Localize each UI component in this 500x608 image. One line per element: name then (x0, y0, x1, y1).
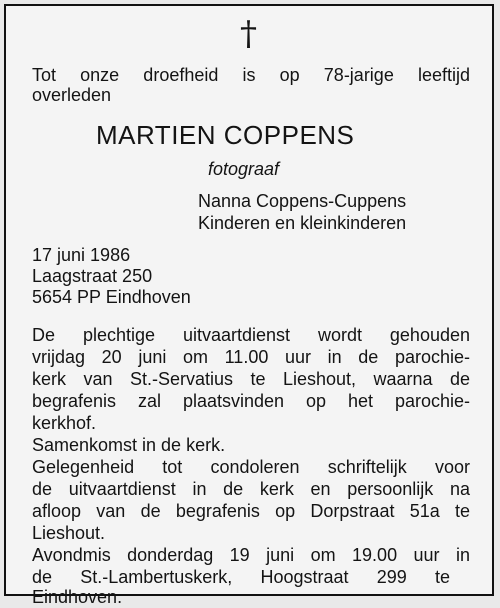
deceased-name: MARTIEN COPPENS (96, 120, 355, 150)
vigil-line-2: de St.-Lambertuskerk, Hoogstraat 299 te (32, 567, 450, 587)
service-line-3: kerk van St.-Servatius te Lieshout, waarna de (32, 369, 470, 389)
deceased-occupation: fotograaf (208, 159, 280, 179)
condolences-line-4: Lieshout. (32, 523, 106, 543)
condolences-line-2: de uitvaartdienst in de kerk en persoonlijk na (32, 479, 470, 499)
address-city: 5654 PP Eindhoven (32, 287, 191, 307)
service-line-2: vrijdag 20 juni om 11.00 uur in de parochie- (32, 347, 470, 367)
vigil-line-1: Avondmis donderdag 19 juni om 19.00 uur in (32, 545, 470, 565)
condolences-line-1: Gelegenheid tot condoleren schriftelijk voor (32, 457, 470, 477)
vigil-line-3: Eindhoven. (32, 587, 123, 607)
intro-line-2: overleden (32, 85, 112, 105)
cross-icon: † (240, 14, 257, 54)
death-notice (4, 4, 494, 607)
family-line-2: Kinderen en kleinkinderen (198, 213, 407, 233)
address-street: Laagstraat 250 (32, 266, 153, 286)
service-line-5: kerkhof. (32, 413, 97, 433)
intro-line-1: Tot onze droefheid is op 78-jarige leeftijd (32, 65, 470, 85)
service-line-4: begrafenis zal plaatsvinden op het parochie- (32, 391, 470, 411)
condolences-line-3: afloop van de begrafenis op Dorpstraat 51a te (32, 501, 470, 521)
notice-date: 17 juni 1986 (32, 245, 131, 265)
gathering-note: Samenkomst in de kerk. (32, 435, 226, 455)
family-line-1: Nanna Coppens-Cuppens (198, 191, 407, 211)
service-line-1: De plechtige uitvaartdienst wordt gehouden (32, 325, 470, 345)
